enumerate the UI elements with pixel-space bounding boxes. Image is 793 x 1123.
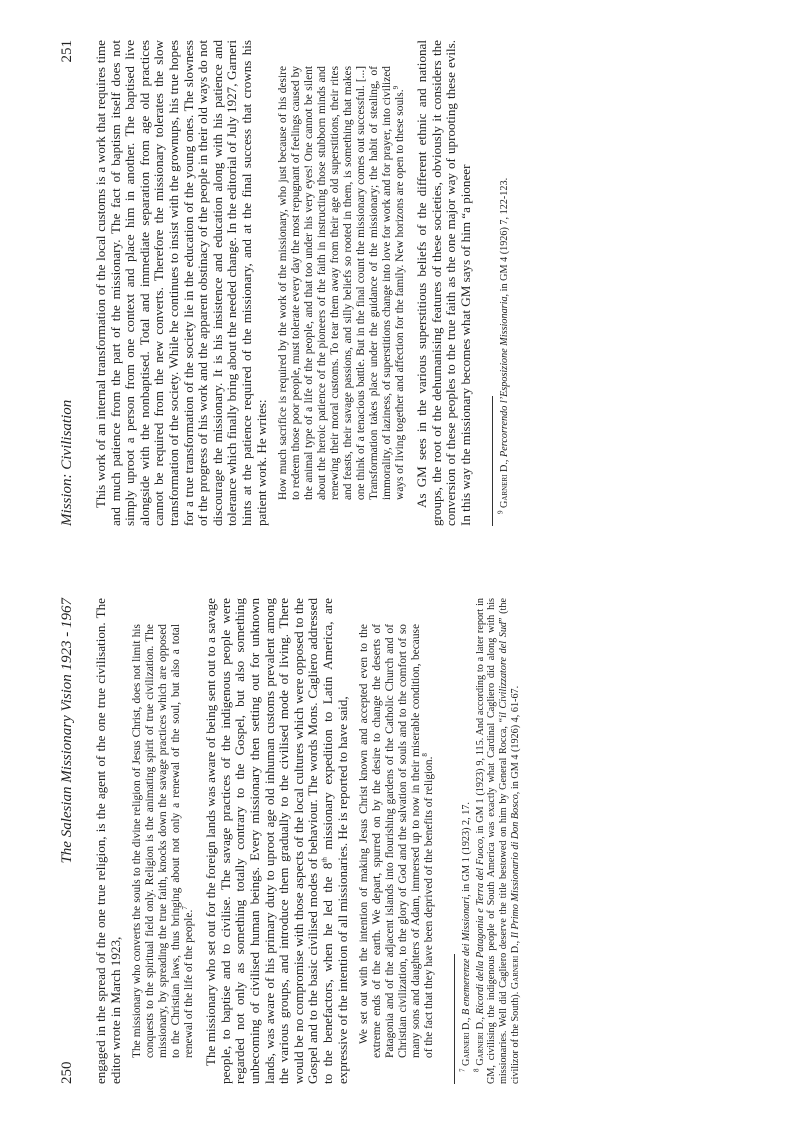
body-text xyxy=(94,40,474,526)
page-251 xyxy=(52,32,742,532)
book-spread xyxy=(52,32,742,1092)
block-quote: The missionary who converts the souls to the divine religion of Jesus Christ, does not limit his conquests to the spiritual field only. Religion is the animating spirit of true civilization. The missionary, by spreading the true faith, knocks down the savage practices which are opposed to the Christian laws, thus bringing about not only a renewal of the soul, but also a total renewal of the life of the people.$^7$ xyxy=(130,623,195,1058)
footnotes xyxy=(491,40,510,526)
footnote-8: $^8$ Garneri D., Ricordi della Patagonia e Terra del Fuoco, in GM 1 (1923) 9, 115. And according to a later report in GM, civilising the indigenous people of South America was exactly what Cardinal Cagliero did along with his missionaries. Well did Cagliero deserve the title bestowed on him by General Rocca, “il Civilizzatore del Sud” (the civilizor of the South). Garneri D., Il Primo Missionario di Don Bosco, in GM 4 (1926) 4, 61-67. xyxy=(471,597,520,1084)
footnote-rule xyxy=(491,396,492,526)
page-number: 251 xyxy=(58,39,75,62)
paragraph: The missionary who set out for the foreign lands was aware of being sent out to a savage people, to baptise and to civilise. The savage practices of the indigenous people were regarded not only as something totally contrary to the Gospel, but also something unbecoming of civilised human beings. Every missionary then setting out for unknown lands, was aware of his primary duty to uproot age old inhuman customs prevalent among the various groups, and introduce them gradually to the civilised mode of living. There would be no compromise with those aspects of the local cultures which were opposed to the Gospel and to the basic civilised modes of behaviour. The words Mons. Cagliero addressed to the benefactors, when he led the 8th missionary expedition to Latin America, are expressive of the intention of all missionaries. He is reported to have said, xyxy=(202,597,350,1084)
page-number: 250 xyxy=(58,1061,75,1084)
page-250 xyxy=(52,592,742,1092)
footnote-9: $^9$ Garneri D., Percorrendo l’Esposizione Missionaria, in GM 4 (1926) 7, 122-123. xyxy=(495,177,509,514)
running-title: Mission: Civilisation xyxy=(58,399,75,526)
footnotes xyxy=(454,598,521,1084)
body-text xyxy=(94,598,436,1084)
running-head xyxy=(52,40,82,526)
block-quote: We set out with the intention of making Jesus Christ known and accepted even to the extreme ends of the earth. We depart, spurred on by the desire to change the deserts of Patagonia and of the adjacent islands into flourishing gardens of the Catholic Church and of Christian civilization, to the glory of God and the salvation of souls and to the comfort of so many sons and daughters of Adam, immersed up to now in their miserable condition, because of the fact that they have been deprived of the benefits of religion.$^8$ xyxy=(357,623,435,1058)
footnote-ref: 8 xyxy=(420,752,429,757)
footnote-rule xyxy=(454,954,455,1084)
footnote-7: $^7$ Garneri D., B enemerenze dei Missionari, in GM 1 (1923) 2, 17. xyxy=(458,801,472,1072)
paragraph: engaged in the spread of the one true religion, is the agent of the one true civilisation. The editor wrote in March 1923, xyxy=(92,597,123,1084)
footnote-ref: 7 xyxy=(180,905,189,910)
block-quote: How much sacrifice is required by the work of the missionary, who just because of his desire to redeem those poor people, must tolerate every day the most repugnant of feelings caused by the animal type of a life of the people, and that too under his very eyes! One cannot be silent about the heroic patience of the pioneers of the faith in instructing those stubborn minds and renewing their moral customs. To tear them away from their age old superstitions, their rites and feasts, their savage passions, and silly beliefs so rooted in them, is something that makes one think of a tenacious battle. But in the final count the missionary comes out successful. [...] Transformation takes place under the guidance of the missionary; the habit of stealing, of immorality, of laziness, of superstitions change into love for work and for prayer, into civilized ways of living together and affection for the family. New horizons are open to these souls.$^9$ xyxy=(276,65,406,500)
paragraph: This work of an internal transformation of the local customs is a work that requires time and much patience from the part of the missionary. The fact of baptism itself does not simply uproot a person from one context and place him in another. The baptised live alongside with the nonbaptised. Total and immediate separation from age old practices cannot be required from the new converts. Therefore the missionary tolerates the slow transformation of the society. While he continues to insist with the grownups, his true hopes for a true transformation of the society lie in the education of the young ones. The slowness of the progress of his work and the apparent obstinacy of the people in their old ways do not discourage the missionary. It is his insistence and education along with his patience and tolerance which finally bring about the needed change. In the editorial of July 1927, Garneri hints at the patience required of the missionary, and at the final success that crowns his patient work. He writes: xyxy=(92,39,269,526)
running-title: The Salesian Missionary Vision 1923 - 1967 xyxy=(58,597,75,864)
running-head xyxy=(52,598,82,1084)
paragraph: As GM sees in the various superstitious beliefs of the different ethnic and national groups, the root of the dehumanising features of these societies, obviously it considers the conversion of these peoples to the true faith as the one major way of uprooting these evils. In this way the missionary becomes what GM says of him “a pioneer xyxy=(413,39,473,526)
footnote-ref: 9 xyxy=(391,85,400,89)
